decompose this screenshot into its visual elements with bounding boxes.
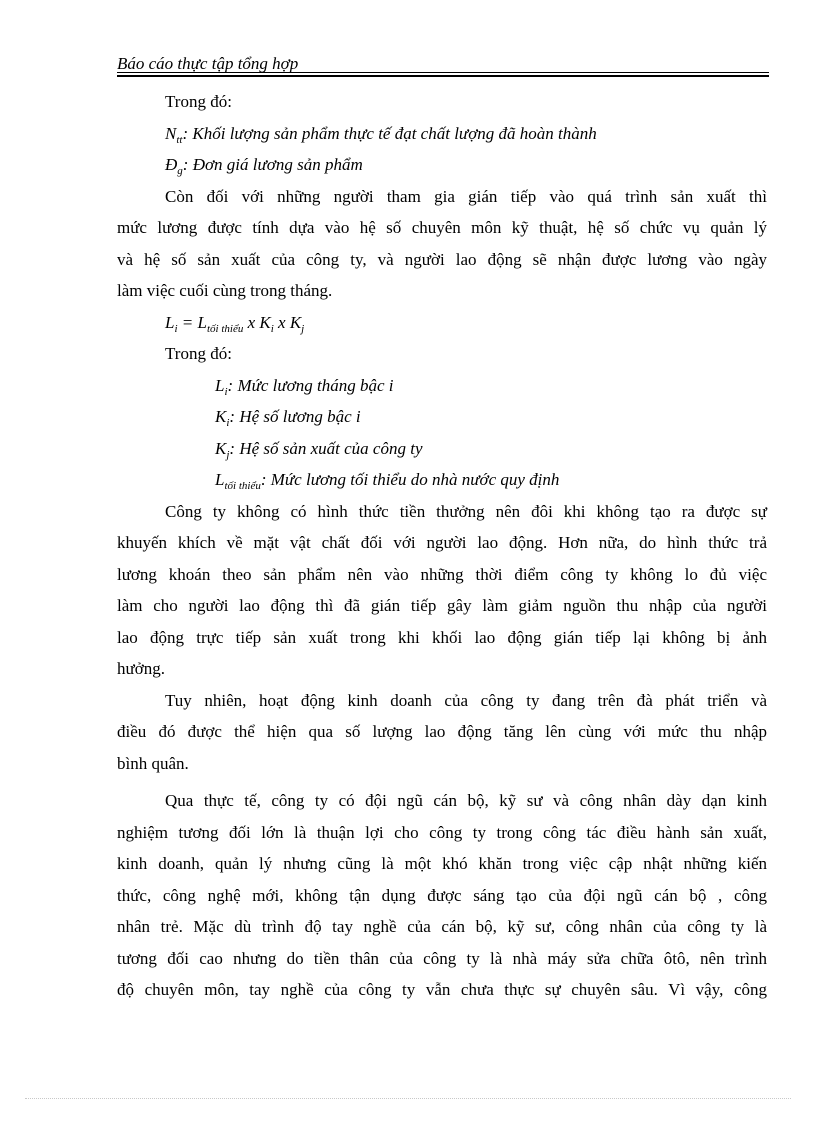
document-body (117, 86, 767, 1006)
definition-symbol: L (215, 375, 225, 395)
definition-subscript: tối thiểu (224, 480, 261, 492)
definition-text: : Hệ số lương bậc i (229, 407, 361, 426)
definition-ntt (117, 118, 767, 150)
paragraph-line: kinh doanh, quản lý nhưng cũng là một khó khăn trong việc cập nhật những kiến (117, 854, 767, 873)
definition-dg (117, 149, 767, 181)
symbol-d: Đ (165, 155, 178, 174)
salary-formula (117, 307, 767, 339)
paragraph-line: lao động trực tiếp sản xuất trong khi khối lao động gián tiếp lại không bị ảnh (117, 627, 767, 647)
page-header (117, 52, 769, 76)
header-title: Báo cáo thực tập tổng hợp (117, 54, 299, 73)
where-label-2: Trong đó: (165, 344, 232, 363)
header-rule-thin (117, 72, 769, 73)
subscript-tt: tt (176, 133, 183, 146)
formula-li-sub: i (174, 322, 178, 335)
paragraph-line: hưởng. (117, 659, 165, 678)
definition-text: : Hệ số sản xuất của công ty (229, 438, 423, 458)
paragraph-line: lương khoán theo sản phẩm nên vào những thời điểm công ty không lo đủ việc (117, 564, 767, 584)
definition-item (117, 464, 767, 496)
definition-subscript: i (224, 385, 228, 398)
paragraph-line: nhân trẻ. Mặc dù trình độ tay nghề của cán bộ, kỹ sư, công nhân của công ty là (117, 917, 767, 936)
formula-li: L (165, 312, 175, 332)
definition-symbol: K (215, 407, 227, 426)
paragraph-line: thức, công nghệ mới, không tận dụng được sáng tạo của đội ngũ cán bộ , công (117, 885, 767, 905)
symbol-n: N (165, 123, 177, 143)
formula-lmin-sub: tối thiểu (206, 322, 244, 335)
definition-subscript: i (226, 417, 230, 429)
formula-eq: = L (177, 312, 207, 332)
paragraph-line: Qua thực tế, công ty có đội ngũ cán bộ, kỹ sư và công nhân dày dạn kinh (165, 791, 767, 810)
subscript-g: g (177, 165, 183, 177)
paragraph-line: độ chuyên môn, tay nghề của công ty vẫn chưa thực sự chuyên sâu. Vì vậy, công (117, 980, 767, 999)
formula-x1: x K (243, 312, 271, 332)
definition-ntt-text: : Khối lượng sản phẩm thực tế đạt chất lượng đã hoàn thành (182, 123, 597, 143)
definition-text: : Mức lương tối thiểu do nhà nước quy định (260, 470, 560, 489)
paragraph-line: Còn đối với những người tham gia gián tiếp vào quá trình sản xuất thì (165, 186, 767, 206)
paragraph-line: điều đó được thể hiện qua số lượng lao động tăng lên cùng với mức thu nhập (117, 722, 767, 741)
footer-divider (25, 1098, 791, 1099)
definition-symbol: K (215, 438, 227, 458)
paragraph-line: bình quân. (117, 753, 189, 773)
where-label-1: Trong đó: (165, 92, 232, 111)
paragraph-line: nghiệm tương đối lớn là thuận lợi cho công ty trong công tác điều hành sản xuất, (117, 822, 767, 842)
paragraph-line: làm cho người lao động thì đã gián tiếp gây làm giảm nguồn thu nhập của người (117, 596, 767, 615)
definition-item (117, 370, 767, 402)
definition-subscript: j (226, 448, 230, 461)
paragraph-line: và hệ số sản xuất của công ty, và người lao động sẽ nhận được lương vào ngày (117, 249, 767, 269)
paragraph-line: Tuy nhiên, hoạt động kinh doanh của công ty đang trên đà phát triển và (165, 690, 767, 710)
definition-text: : Mức lương tháng bậc i (227, 375, 394, 395)
paragraph-line: khuyến khích về mặt vật chất đối với người lao động. Hơn nữa, do hình thức trả (117, 533, 767, 552)
definition-item (117, 401, 767, 433)
definition-dg-text: : Đơn giá lương sản phẩm (182, 155, 363, 174)
formula-x2: x K (273, 312, 302, 332)
paragraph-line: tương đối cao nhưng do tiền thân của công ty là nhà máy sửa chữa ôtô, nên trình (117, 948, 767, 968)
paragraph-line: mức lương được tính dựa vào hệ số chuyên môn kỹ thuật, hệ số chức vụ quản lý (117, 218, 767, 237)
paragraph-line: làm việc cuối cùng trong tháng. (117, 281, 333, 300)
definition-item (117, 433, 767, 465)
formula-kj-sub: j (301, 322, 305, 335)
paragraph-line: Công ty không có hình thức tiền thưởng nên đôi khi không tạo ra được sự (165, 501, 767, 521)
definition-symbol: L (215, 470, 225, 489)
formula-ki-sub: i (270, 322, 274, 335)
header-rule-thick (117, 75, 769, 77)
